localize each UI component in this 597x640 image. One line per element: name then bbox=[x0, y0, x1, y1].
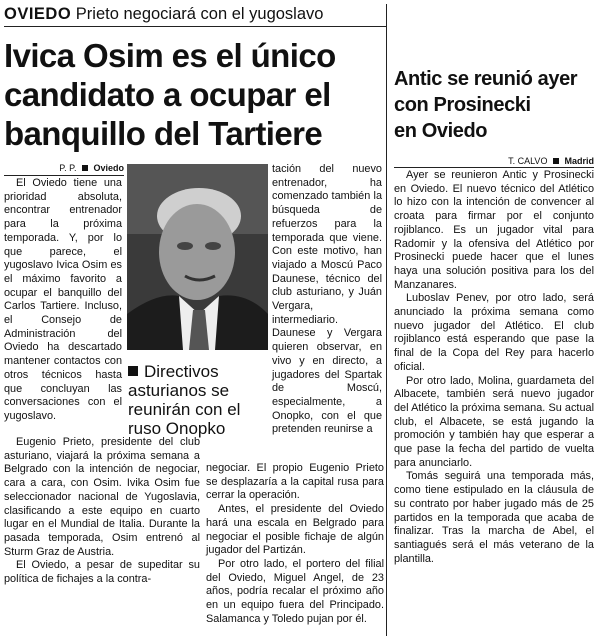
caption-line: Directivos bbox=[144, 362, 219, 381]
paragraph: Ayer se reunieron Antic y Prosinecki en Oviedo. El nuevo técnico del Atlético lo hizo con la intención de convencer al croata para firmar por el conjunto rojiblanco. Es un jugador vital para Radomir y la ofensiva del Atlético por Prosinecki puede hacer que el lunes haya una solución positiva para los del Manzanares. bbox=[394, 169, 594, 291]
caption-line: ruso Onopko bbox=[128, 419, 226, 438]
paragraph: Antes, el presidente del Oviedo hará una escala en Belgrado para negociar el posible fichaje de algún jugador del Partizán. bbox=[206, 503, 384, 557]
side-headline-line: con Prosinecki bbox=[394, 94, 531, 116]
photo-caption bbox=[128, 362, 268, 438]
side-byline-rule bbox=[394, 167, 594, 168]
side-headline-line: Antic se reunió ayer bbox=[394, 68, 578, 90]
column-divider bbox=[386, 4, 387, 636]
section-kicker bbox=[4, 4, 384, 24]
main-headline bbox=[4, 36, 384, 153]
side-headline bbox=[394, 66, 594, 144]
paragraph: Por otro lado, Molina, guardameta del Albacete, también será nuevo jugador del Atlético la próxima semana. Su actual club, el Albacete, se está jugando la promoción y también hay que esperar a que pase la fecha del partido de vuelta para anunciarlo. bbox=[394, 374, 594, 469]
byline-city: Oviedo bbox=[93, 163, 124, 173]
headline-line: Ivica Osim es el único bbox=[4, 37, 336, 74]
article-column-3 bbox=[272, 163, 382, 437]
paragraph: Por otro lado, el portero del filial del Oviedo, Miguel Angel, de 23 años, podría recalar el próximo año en un equipo fuera del Principado. Salamanca y Toledo pujan por él. bbox=[206, 557, 384, 625]
paragraph: El Oviedo tiene una prioridad absoluta, encontrar entrenador para la próxima temporada. Y, por lo que parece, el yugoslavo Ivica Osim es el máximo favorito a ocupar el banquillo del Carlos Tartiere. Incluso, el Consejo de Administración del Oviedo ha descartado mantener contactos con otros técnicos hasta que concluyan las conversaciones con el yugoslavo. bbox=[4, 177, 122, 422]
side-headline-line: en Oviedo bbox=[394, 120, 488, 142]
portrait-photo-icon bbox=[127, 164, 268, 350]
article-column-2-lower bbox=[206, 462, 384, 626]
side-byline bbox=[470, 155, 594, 167]
headline-line: candidato a ocupar el bbox=[4, 76, 331, 113]
byline-square-icon bbox=[553, 158, 559, 164]
paragraph: Tomás seguirá una temporada más, como tiene estipulado en la cláusula de su contrato por haber jugado más de 25 partidos en la temporada que acaba de finalizar. Tras la marcha de Abel, el santiagués será el más veterano de la plantilla. bbox=[394, 470, 594, 565]
caption-line: reunirán con el bbox=[128, 400, 241, 419]
byline bbox=[44, 162, 124, 174]
section-name: OVIEDO bbox=[4, 5, 72, 23]
headline-line: banquillo del Tartiere bbox=[4, 115, 323, 152]
kicker-rule bbox=[4, 26, 386, 27]
paragraph: tación del nuevo entrenador, ha comenzado también la búsqueda de refuerzos para la temporada que viene. Con este motivo, han viajado a Moscú Paco Daunese, técnico del club asturiano, y Juán Vergara, intermediario. Daunese y Vergara quieren observar, en vivo y en directo, a jugadores del Spartak de Moscú, especialmente, a Onopko, con el que pretenden reunirse a bbox=[272, 163, 382, 436]
side-article-body bbox=[394, 169, 594, 566]
paragraph: Eugenio Prieto, presidente del club asturiano, viajará la próxima semana a Belgrado con la intención de negociar, cara a cara, con Osim. Ivika Osim fue seleccionador nacional de Yugoslavia, clasificando a este equipo en cuarto lugar en el Mundial de Italia. Durante la pasada temporada, Osim entrenó al Sturm Graz de Austria. bbox=[4, 436, 200, 558]
side-byline-city: Madrid bbox=[564, 156, 594, 166]
paragraph: negociar. El propio Eugenio Prieto se desplazaría a la capital rusa para cerrar la operación. bbox=[206, 462, 384, 502]
paragraph: El Oviedo, a pesar de supeditar su política de fichajes a la contra- bbox=[4, 559, 200, 586]
caption-square-icon bbox=[128, 366, 138, 376]
byline-author: P. P. bbox=[59, 163, 77, 173]
article-column-1-lower bbox=[4, 436, 200, 587]
side-byline-author: T. CALVO bbox=[508, 156, 548, 166]
caption-line: asturianos se bbox=[128, 381, 230, 400]
byline-rule bbox=[4, 175, 124, 176]
byline-square-icon bbox=[82, 165, 88, 171]
article-column-1 bbox=[4, 177, 122, 424]
kicker-text: Prieto negociará con el yugoslavo bbox=[75, 5, 324, 23]
paragraph: Luboslav Penev, por otro lado, será anunciado la próxima semana como nuevo jugador del Atlético. El club rojiblanco está esperando que pase la final de la Copa del Rey para hacerlo oficial. bbox=[394, 292, 594, 373]
portrait-photo bbox=[127, 164, 268, 350]
